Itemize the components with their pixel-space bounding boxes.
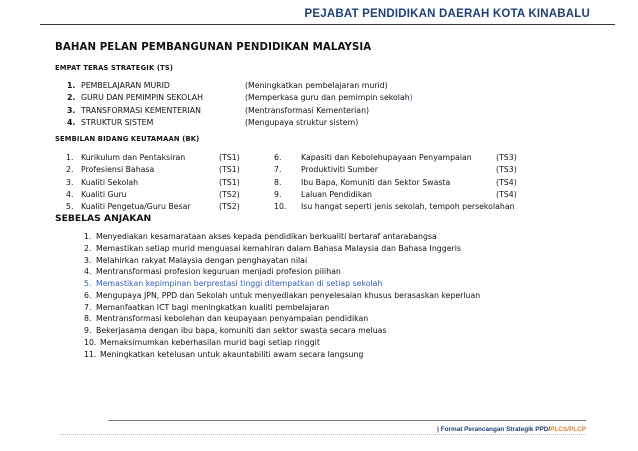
bidang-number: 7.	[274, 165, 282, 175]
bidang-code: (TS1)	[219, 165, 240, 175]
sebelas-anjakan-heading: SEBELAS ANJAKAN	[55, 213, 152, 224]
teras-name: STRUKTUR SISTEM	[81, 118, 154, 128]
bidang-name: Kualiti Guru	[81, 189, 127, 199]
empat-teras-heading: EMPAT TERAS STRATEGIK (TS)	[55, 64, 174, 72]
footer-dotted-rule	[60, 434, 586, 435]
teras-number: 4.	[67, 118, 76, 128]
bidang-row	[66, 189, 551, 201]
footer-label-prefix: | Format Perancangan Strategik PPD/	[437, 426, 551, 433]
footer-divider	[108, 420, 586, 421]
anjakan-number: 9.	[84, 326, 92, 335]
anjakan-number: 1.	[84, 232, 92, 241]
anjakan-number: 10.	[84, 337, 97, 347]
anjakan-text: Memastikan kepimpinan berprestasi tinggi ditempatkan di setiap sekolah	[96, 279, 383, 288]
anjakan-number: 6.	[84, 290, 92, 300]
bidang-number: 6.	[274, 153, 282, 162]
anjakan-number: 8.	[84, 314, 92, 324]
bidang-name: Isu hangat seperti jenis sekolah, tempoh persekolahan	[301, 202, 515, 212]
anjakan-item	[84, 302, 480, 314]
bidang-row	[66, 201, 551, 213]
anjakan-text: Menyediakan kesamarataan akses kepada pendidikan berkualiti bertaraf antarabangsa	[96, 232, 437, 241]
teras-description: (Meningkatkan pembelajaran murid)	[245, 81, 388, 90]
teras-description	[245, 92, 413, 104]
bidang-name: Profesiensi Bahasa	[81, 165, 155, 175]
bidang-code: (TS3)	[496, 165, 517, 175]
anjakan-text: Memaksimumkan keberhasilan murid bagi setiap ringgit	[100, 337, 320, 347]
sembilan-bidang-list	[66, 152, 551, 213]
anjakan-text: Mentransformasi profesion keguruan menjadi profesion pilihan	[96, 267, 341, 277]
teras-item	[67, 105, 413, 117]
bidang-number: 1.	[66, 153, 74, 162]
anjakan-number: 5.	[84, 279, 92, 288]
bidang-number: 4.	[66, 189, 74, 199]
anjakan-number: 4.	[84, 267, 92, 277]
anjakan-item	[84, 266, 480, 278]
teras-number: 2.	[67, 93, 76, 103]
bidang-name: Kualiti Sekolah	[81, 177, 139, 187]
teras-number: 3.	[67, 105, 76, 115]
bidang-name: Kapasiti dan Kebolehupayaan Penyampaian	[301, 153, 472, 162]
teras-name: PEMBELAJARAN MURID	[81, 81, 170, 90]
teras-number: 1.	[67, 81, 76, 90]
anjakan-item	[84, 325, 480, 337]
sebelas-anjakan-list	[84, 231, 480, 360]
bidang-number: 10.	[274, 202, 287, 212]
teras-description-tail: )	[409, 93, 413, 103]
teras-item	[67, 92, 413, 104]
anjakan-item-highlighted	[84, 278, 480, 290]
header-divider	[40, 24, 615, 25]
anjakan-text: Memanfaatkan ICT bagi meningkatkan kualiti pembelajaran	[96, 302, 330, 312]
anjakan-text: Melahirkan rakyat Malaysia dengan penghayatan nilai	[96, 255, 308, 265]
bidang-number: 9.	[274, 189, 282, 199]
anjakan-number: 11.	[84, 349, 97, 359]
anjakan-number: 7.	[84, 302, 92, 312]
bidang-code: (TS2)	[219, 202, 240, 212]
anjakan-item	[84, 231, 480, 243]
sembilan-bidang-heading: SEMBILAN BIDANG KEUTAMAAN (BK)	[55, 135, 200, 143]
anjakan-item	[84, 337, 480, 349]
anjakan-text: Mengupaya JPN, PPD dan Sekolah untuk menyediakan penyelesaian khusus berasaskan keperluan	[96, 290, 481, 300]
bidang-code: (TS4)	[496, 189, 517, 199]
anjakan-text: Bekerjasama dengan ibu bapa, komuniti dan sektor swasta secara meluas	[96, 326, 387, 335]
bidang-row	[66, 177, 551, 189]
bidang-code: (TS1)	[219, 153, 240, 162]
document-title: BAHAN PELAN PEMBANGUNAN PENDIDIKAN MALAYSIA	[55, 42, 372, 53]
bidang-number: 3.	[66, 177, 74, 187]
teras-description: (Mengupaya struktur sistem)	[245, 118, 359, 128]
bidang-row	[66, 152, 551, 164]
anjakan-text: Meningkatkan ketelusan untuk akauntabiliti awam secara langsung	[100, 349, 364, 359]
footer-label-accent: PLCS/PLCP	[550, 426, 586, 433]
anjakan-item	[84, 313, 480, 325]
footer-label	[437, 426, 586, 433]
empat-teras-list	[67, 80, 413, 130]
bidang-code: (TS4)	[496, 177, 517, 187]
bidang-name: Kurikulum dan Pentaksiran	[81, 153, 186, 162]
bidang-number: 2.	[66, 165, 74, 175]
bidang-code: (TS3)	[496, 153, 517, 162]
anjakan-item	[84, 290, 480, 302]
bidang-code: (TS2)	[219, 189, 240, 199]
bidang-name: Kualiti Pengetua/Guru Besar	[81, 202, 191, 212]
bidang-number: 8.	[274, 177, 282, 187]
bidang-name: Laluan Pendidikan	[301, 189, 372, 199]
anjakan-text: Memastikan setiap murid menguasai kemahiran dalam Bahasa Malaysia dan Bahasa Inggeris	[96, 243, 461, 253]
bidang-row	[66, 164, 551, 176]
bidang-code: (TS1)	[219, 177, 240, 187]
anjakan-number: 2.	[84, 243, 92, 253]
bidang-name: Produktiviti Sumber	[301, 165, 378, 175]
anjakan-item	[84, 349, 480, 361]
teras-item	[67, 117, 413, 129]
page-header-title: PEJABAT PENDIDIKAN DAERAH KOTA KINABALU	[304, 8, 590, 20]
anjakan-text: Mentransformasi kebolehan dan keupayaan penyampaian pendidikan	[96, 314, 369, 324]
anjakan-number: 3.	[84, 255, 92, 265]
teras-item	[67, 80, 413, 92]
anjakan-item	[84, 243, 480, 255]
teras-description-main: (Memperkasa guru dan pemimpin sekolah	[245, 93, 410, 103]
bidang-name: Ibu Bapa, Komuniti dan Sektor Swasta	[301, 177, 451, 187]
bidang-number: 5.	[66, 202, 74, 212]
anjakan-item	[84, 255, 480, 267]
teras-name: GURU DAN PEMIMPIN SEKOLAH	[81, 93, 203, 103]
teras-name: TRANSFORMASI KEMENTERIAN	[81, 105, 201, 115]
teras-description: (Mentransformasi Kementerian)	[245, 105, 370, 115]
